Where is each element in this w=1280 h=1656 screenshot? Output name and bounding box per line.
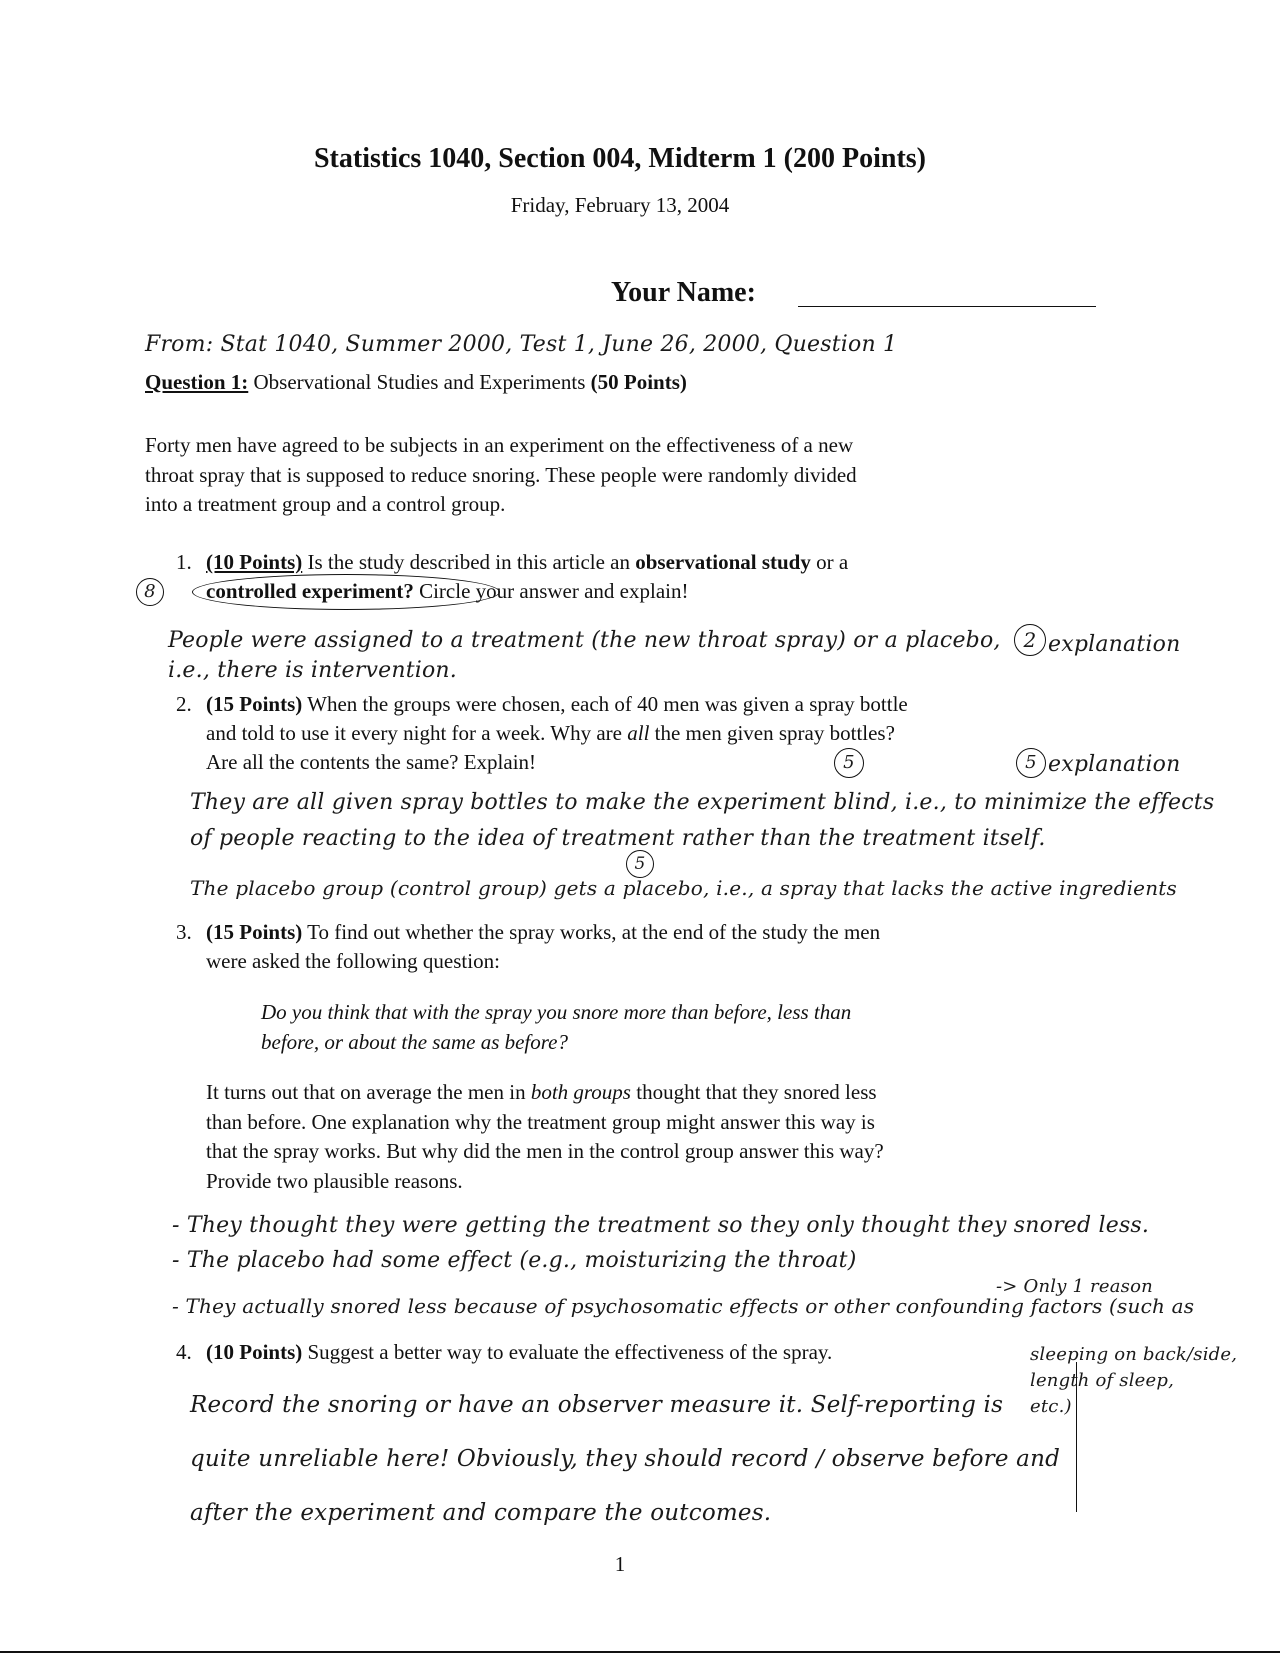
question-intro bbox=[145, 431, 1095, 520]
answer-circle-mark bbox=[192, 574, 500, 610]
part3-points: (15 Points) bbox=[206, 920, 303, 944]
body-text: thought that they snored less bbox=[630, 1080, 877, 1104]
question-points: (50 Points) bbox=[590, 370, 687, 394]
part4-prompt bbox=[176, 1338, 832, 1368]
part1-option-observational[interactable]: observational study bbox=[635, 550, 811, 574]
part4-text: Suggest a better way to evaluate the effectiveness of the spray. bbox=[302, 1340, 833, 1364]
part1-grade-mark: 8 bbox=[136, 578, 164, 606]
exam-title: Statistics 1040, Section 004, Midterm 1 (200 Points) bbox=[313, 143, 927, 174]
part2-prompt-line3: Are all the contents the same? Explain! bbox=[206, 750, 537, 774]
part4-number: 4. bbox=[176, 1340, 192, 1364]
part2-text: When the groups were chosen, each of 40 men was given a spray bottle bbox=[302, 692, 908, 716]
question-label: Question 1: bbox=[145, 370, 249, 394]
part2-score-mark: 5 bbox=[834, 748, 864, 778]
part3-italic-phrase: both groups bbox=[530, 1080, 631, 1104]
body-line: that the spray works. But why did the men in the control group answer this way? bbox=[206, 1139, 884, 1163]
part3-answer-line: - They thought they were getting the treatment so they only thought they snored less. bbox=[172, 1213, 1150, 1238]
part2-answer-line: They are all given spray bottles to make the experiment blind, i.e., to minimize the effects bbox=[190, 790, 1215, 815]
part3-prompt-line1 bbox=[176, 918, 880, 948]
part1-number: 1. bbox=[176, 550, 192, 574]
name-label: Your Name: bbox=[611, 277, 756, 308]
part2-answer-line: The placebo group (control group) gets a placebo, i.e., a spray that lacks the active ingredients bbox=[190, 876, 1177, 900]
part2-prompt-line2 bbox=[206, 719, 895, 749]
intro-line: throat spray that is supposed to reduce snoring. These people were randomly divided bbox=[145, 462, 857, 487]
part1-text-b: or a bbox=[810, 550, 849, 574]
part2-text: the men given spray bottles? bbox=[649, 721, 895, 745]
part2-number: 2. bbox=[176, 692, 192, 716]
part3-side-note-list bbox=[1030, 1342, 1240, 1420]
part4-answer-line: after the experiment and compare the outcomes. bbox=[190, 1500, 772, 1526]
body-text: It turns out that on average the men in bbox=[206, 1080, 531, 1104]
part2-score-note: explanation bbox=[1048, 752, 1181, 777]
part1-option-controlled[interactable]: controlled experiment? bbox=[206, 579, 414, 603]
quote-line: Do you think that with the spray you snore more than before, less than bbox=[261, 1000, 852, 1024]
part1-text-c: Circle your answer and explain! bbox=[413, 579, 689, 603]
quote-line: before, or about the same as before? bbox=[261, 1029, 568, 1054]
name-blank-line[interactable] bbox=[798, 306, 1096, 307]
part2-answer-line: of people reacting to the idea of treatment rather than the treatment itself. bbox=[190, 826, 1046, 851]
part1-score-mark: 2 bbox=[1014, 624, 1046, 656]
part4-answer-line: quite unreliable here! Obviously, they should record / observe before and bbox=[190, 1446, 1061, 1472]
part3-text: To find out whether the spray works, at the end of the study the men bbox=[302, 920, 881, 944]
part2-text: and told to use it every night for a week. Why are bbox=[206, 721, 628, 745]
part1-answer-line: People were assigned to a treatment (the new throat spray) or a placebo, bbox=[168, 628, 1001, 653]
page-number: 1 bbox=[614, 1552, 626, 1576]
part3-side-note: -> Only 1 reason bbox=[996, 1276, 1153, 1297]
part3-prompt-line2: were asked the following question: bbox=[206, 949, 500, 973]
body-line: than before. One explanation why the treatment group might answer this way is bbox=[206, 1109, 875, 1134]
part1-points: (10 Points) bbox=[206, 550, 303, 574]
part1-answer-line: i.e., there is intervention. bbox=[168, 658, 457, 683]
part2-placebo-score-mark: 5 bbox=[626, 850, 654, 878]
page-bottom-border bbox=[0, 1651, 1280, 1653]
question-topic: Observational Studies and Experiments bbox=[253, 370, 586, 394]
source-note: From: Stat 1040, Summer 2000, Test 1, June 26, 2000, Question 1 bbox=[145, 332, 898, 357]
side-note-line: sleeping on back/side, bbox=[1030, 1344, 1238, 1365]
part2-prompt-line1 bbox=[176, 690, 908, 720]
part1-score-note: explanation bbox=[1048, 632, 1181, 657]
intro-line: into a treatment group and a control group. bbox=[145, 492, 506, 516]
part3-answer-line: - The placebo had some effect (e.g., moisturizing the throat) bbox=[172, 1248, 857, 1273]
part2-italic-word: all bbox=[627, 721, 650, 745]
part2-score-mark-explanation: 5 bbox=[1016, 748, 1046, 778]
part3-body bbox=[206, 1078, 884, 1196]
side-note-line: etc.) bbox=[1030, 1396, 1072, 1417]
part3-quote bbox=[261, 998, 851, 1057]
side-note-bracket bbox=[1076, 1362, 1077, 1512]
side-note-line: length of sleep, bbox=[1030, 1370, 1175, 1391]
part3-answer-line: - They actually snored less because of psychosomatic effects or other confounding factors (such as bbox=[172, 1294, 1195, 1318]
part1-prompt-line1 bbox=[176, 548, 848, 578]
part4-points: (10 Points) bbox=[206, 1340, 303, 1364]
question-heading bbox=[145, 368, 687, 398]
intro-line: Forty men have agreed to be subjects in an experiment on the effectiveness of a new bbox=[145, 433, 854, 457]
body-line: Provide two plausible reasons. bbox=[206, 1168, 463, 1193]
part4-answer-line: Record the snoring or have an observer measure it. Self-reporting is bbox=[190, 1392, 1004, 1418]
part2-points: (15 Points) bbox=[206, 692, 303, 716]
exam-date: Friday, February 13, 2004 bbox=[510, 193, 730, 217]
body-line bbox=[206, 1078, 884, 1108]
part3-number: 3. bbox=[176, 920, 192, 944]
part1-text-a: Is the study described in this article an bbox=[302, 550, 636, 574]
